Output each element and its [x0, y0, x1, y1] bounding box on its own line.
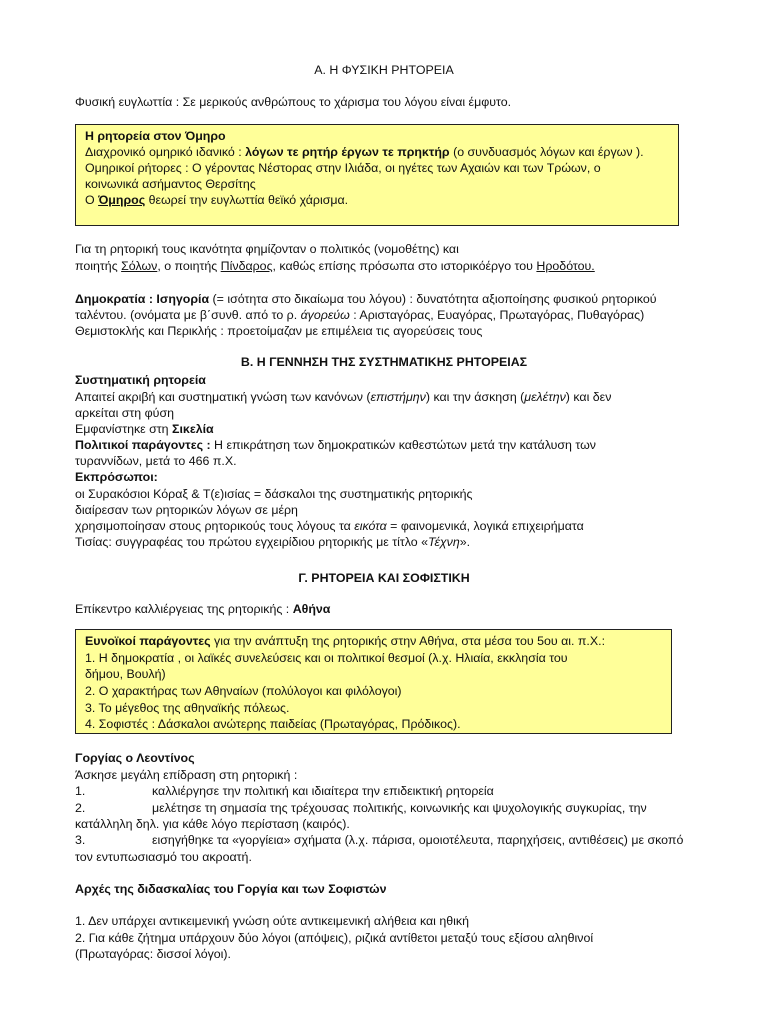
- appeared-text: Εμφανίστηκε στη: [75, 422, 169, 436]
- reps-line2: διαίρεσαν των ρητορικών λόγων σε μέρη: [75, 503, 298, 517]
- homer-ideal-gloss: (ο συνδυασμός λόγων και έργων ).: [453, 145, 644, 159]
- para1-line1: Για τη ρητορική τους ικανότητα φημίζονταν ο πολιτικός (νομοθέτης) και: [75, 242, 459, 256]
- principle-2b: (Πρωταγόρας: δισσοί λόγοι).: [75, 947, 231, 961]
- principles-heading: Αρχές της διδασκαλίας του Γοργία και των Σοφιστών: [75, 882, 387, 896]
- gorgias-item-3: εισηγήθηκε τα «γοργίεια» σχήματα (λ.χ. πάρισα, ομοιοτέλευτα, παρηχήσεις, αντιθέσεις) με σκοπό: [152, 833, 684, 847]
- intro-label: Φυσική ευγλωττία :: [75, 95, 180, 109]
- homer-box-line4: [85, 192, 348, 208]
- homer-box-line3: κοινωνικά ασήμαντος Θερσίτης: [85, 177, 256, 191]
- favorable-item-3: 3. Το μέγεθος της αθηναϊκής πόλεως.: [85, 701, 290, 715]
- homer-box-line2: Ομηρικοί ρήτορες : Ο γέροντας Νέστορας στην Ιλιάδα, οι ηγέτες των Αχαιών και των Τρώων, ο: [85, 161, 601, 175]
- reps-line3: [75, 518, 584, 534]
- gorgias-item-1: καλλιέργησε την πολιτική και ιδιαίτερα την επιδεικτική ρητορεία: [152, 784, 494, 798]
- gorgias-num-2: 2.: [75, 801, 86, 815]
- reps-line3-a: χρησιμοποίησαν στους ρητορικούς τους λόγους τα: [75, 519, 351, 533]
- gorgias-num-1: 1.: [75, 784, 86, 798]
- section-a-heading: Α. Η ΦΥΣΙΚΗ ΡΗΤΟΡΕΙΑ: [314, 63, 454, 77]
- principle-1: 1. Δεν υπάρχει αντικειμενική γνώση ούτε αντικειμενική αλήθεια και ηθική: [75, 914, 469, 928]
- homer-line4-pre: Ο: [85, 193, 95, 207]
- favorable-item-1: 1. Η δημοκρατία , οι λαϊκές συνελεύσεις και οι πολιτικοί θεσμοί (λ.χ. Ηλιαία, εκκλησία του: [85, 651, 568, 665]
- favorable-title: [85, 633, 605, 649]
- democracy-label: Δημοκρατία : Ισηγορία: [75, 292, 210, 306]
- intro-line: [75, 94, 511, 110]
- representatives-label: Εκπρόσωποι:: [75, 470, 158, 484]
- para1-tail: , καθώς επίσης πρόσωπα στο ιστορικόέργο του: [272, 259, 533, 273]
- reps-line4-a: Τισίας: συγγραφέας του πρώτου εγχειρίδιου ρητορικής με τίτλο «: [75, 535, 428, 549]
- favorable-title-rest: για την ανάπτυξη της ρητορικής στην Αθήνα, στα μέσα του 5ου αι. π.Χ.:: [214, 634, 606, 648]
- athens-word: Αθήνα: [292, 602, 331, 616]
- section-c-heading: Γ. ΡΗΤΟΡΕΙΑ ΚΑΙ ΣΟΦΙΣΤΙΚΗ: [298, 571, 470, 585]
- reps-line4-b: ».: [459, 535, 471, 549]
- section-b-heading: Β. Η ΓΕΝΝΗΣΗ ΤΗΣ ΣΥΣΤΗΜΑΤΙΚΗΣ ΡΗΤΟΡΕΙΑΣ: [240, 355, 528, 369]
- solon-link: Σόλων: [121, 259, 158, 273]
- episteme-word: επιστήμην: [370, 390, 426, 404]
- gorgias-heading: Γοργίας ο Λεοντίνος: [75, 751, 195, 765]
- homer-ideal-quote: λόγων τε ρητήρ έργων τε πρηκτήρ: [245, 145, 450, 159]
- democracy-line1: [75, 291, 657, 307]
- homer-ideal-label: Διαχρονικό ομηρικό ιδανικό :: [85, 145, 242, 159]
- requires-line2: αρκείται στη φύση: [75, 406, 174, 420]
- principle-2: 2. Για κάθε ζήτημα υπάρχουν δύο λόγοι (απόψεις), ριζικά αντίθετοι μεταξύ τους εξίσου αληθινοί: [75, 931, 594, 945]
- homer-box-title: Η ρητορεία στον Όμηρο: [85, 129, 226, 143]
- reps-line4: [75, 534, 470, 550]
- melete-word: μελέτην: [524, 390, 566, 404]
- homer-box-line1: [85, 144, 644, 160]
- favorable-factors-box: [75, 629, 672, 734]
- factors-line1: [75, 437, 596, 453]
- reps-line3-b: = φαινομενικά, λογικά επιχειρήματα: [390, 519, 584, 533]
- factors-label: Πολιτικοί παράγοντες :: [75, 438, 211, 452]
- appeared-line: [75, 421, 214, 437]
- para1-mid: , ο ποιητής: [157, 259, 218, 273]
- favorable-item-1b: δήμου, Βουλή): [85, 667, 166, 681]
- gorgias-intro: Άσκησε μεγάλη επίδραση στη ρητορική :: [75, 768, 298, 782]
- factors-line2: τυραννίδων, μετά το 466 π.Χ.: [75, 454, 237, 468]
- techne-word: Τέχνη: [428, 535, 460, 549]
- gorgias-item-2b: κατάλληλη δηλ. για κάθε λόγο περίσταση (καιρός).: [75, 817, 350, 831]
- requires-line1: [75, 389, 611, 405]
- sicily-word: Σικελία: [172, 422, 214, 436]
- eikota-word: εικότα: [354, 519, 387, 533]
- favorable-item-4: 4. Σοφιστές : Δάσκαλοι ανώτερης παιδείας (Πρωταγόρας, Πρόδικος).: [85, 717, 461, 731]
- favorable-title-bold: Ευνοϊκοί παράγοντες: [85, 634, 211, 648]
- factors-text: Η επικράτηση των δημοκρατικών καθεστώτων μετά την κατάλυση των: [214, 438, 596, 452]
- gorgias-num-3: 3.: [75, 833, 86, 847]
- pindar-link: Πίνδαρος: [220, 259, 273, 273]
- homer-box: [75, 124, 679, 226]
- req-a: Απαιτεί ακριβή και συστηματική γνώση των κανόνων (: [75, 390, 371, 404]
- democracy-text: (= ισότητα στο δικαίωμα του λόγου) : δυνατότητα αξιοποίησης φυσικού ρητορικού: [212, 292, 657, 306]
- para1-line2: [75, 258, 595, 274]
- intro-text: Σε μερικούς ανθρώπους το χάρισμα του λόγου είναι έμφυτο.: [182, 95, 512, 109]
- homer-name: Όμηρος: [98, 193, 146, 207]
- gorgias-item-3b: τον εντυπωσιασμό του ακροατή.: [75, 850, 252, 864]
- democracy-line2-b: : Αρισταγόρας, Ευαγόρας, Πρωταγόρας, Πυθαγόρας): [353, 308, 645, 322]
- req-b: ) και την άσκηση (: [425, 390, 525, 404]
- favorable-item-2: 2. Ο χαρακτήρας των Αθηναίων (πολύλογοι και φιλόλογοι): [85, 684, 402, 698]
- agoreuo-word: άγορεύω: [300, 308, 350, 322]
- systematic-subhead: Συστηματική ρητορεία: [75, 373, 206, 387]
- homer-line4-post: θεωρεί την ευγλωττία θεϊκό χάρισμα.: [148, 193, 349, 207]
- center-line: [75, 601, 330, 617]
- req-c: ) και δεν: [565, 390, 612, 404]
- herodotus-link: Ηροδότου.: [536, 259, 595, 273]
- gorgias-item-2: μελέτησε τη σημασία της τρέχουσας πολιτικής, κοινωνικής και ψυχολογικής συγκυρίας, την: [152, 801, 647, 815]
- democracy-line3: Θεμιστοκλής και Περικλής : προετοίμαζαν με επιμέλεια τις αγορεύσεις τους: [75, 324, 483, 338]
- democracy-line2-a: ταλέντου. (ονόματα με β΄συνθ. από το ρ.: [75, 308, 298, 322]
- reps-line1: οι Συρακόσιοι Κόραξ & Τ(ε)ισίας = δάσκαλοι της συστηματικής ρητορικής: [75, 487, 473, 501]
- para1-poet: ποιητής: [75, 259, 118, 273]
- democracy-line2: [75, 307, 644, 323]
- center-text: Επίκεντρο καλλιέργειας της ρητορικής :: [75, 602, 290, 616]
